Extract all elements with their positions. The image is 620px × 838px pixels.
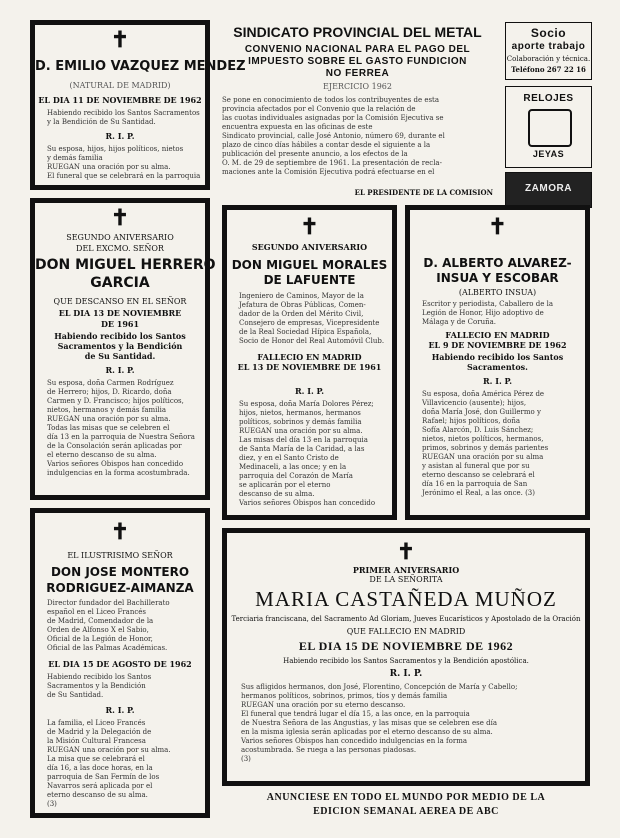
cross-icon: ✝ <box>396 539 416 565</box>
ad-relojes <box>505 86 592 168</box>
obituary-rip: R. I. P. <box>105 705 135 715</box>
obituary-name: D. ALBERTO ALVAREZ- <box>423 256 572 270</box>
obituary-place: QUE FALLECIO EN MADRID <box>346 627 466 636</box>
obituary-sacraments: Habiendo recibido los Santos Sacramentos y la Bendición apostólica. <box>283 657 529 665</box>
footer-line-1: ANUNCIESE EN TODO EL MUNDO POR MEDIO DE LA <box>266 792 546 803</box>
obituary-miguel-morales <box>222 205 397 520</box>
obituary-name: D. EMILIO VAZQUEZ MENDEZ <box>35 59 246 74</box>
ad-subtitle: aporte trabajo <box>511 41 586 52</box>
obituary-date: EL 9 DE NOVIEMBRE DE 1962 <box>428 340 567 350</box>
footer-line-2: EDICION SEMANAL AEREA DE ABC <box>313 806 499 817</box>
obituary-name: DON MIGUEL MORALES <box>231 258 388 272</box>
obituary-surname: RODRIGUEZ-AIMANZA <box>46 581 194 595</box>
ad-title: ZAMORA <box>525 183 572 194</box>
obituary-alberto-insua <box>405 205 590 520</box>
obituary-subline: (ALBERTO INSUA) <box>458 288 537 297</box>
obituary-surname: GARCIA <box>90 275 150 291</box>
obituary-date: EL 13 DE NOVIEMBRE DE 1961 <box>237 362 382 372</box>
obituary-body: Escritor y periodista, Caballero de la Legión de Honor, Hijo adoptivo de Málaga y de Coruña. <box>422 300 554 326</box>
obituary-subline: QUE DESCANSO EN EL SEÑOR <box>53 297 187 306</box>
obituary-body-2: Su esposa, hijos, hijos políticos, nietos y demás familia RUEGAN una oración por su alma. El funeral que se celebrará en la parroquia <box>47 145 201 180</box>
notice-subheader: CONVENIO NACIONAL PARA EL PAGO DEL <box>244 44 471 55</box>
obituary-date: EL DIA 15 DE NOVIEMBRE DE 1962 <box>298 639 514 653</box>
obituary-name: MARIA CASTAÑEDA MUÑOZ <box>255 587 557 611</box>
obituary-title: DE LA SEÑORITA <box>369 575 443 584</box>
obituary-date: EL DIA 15 DE AGOSTO DE 1962 <box>48 659 192 669</box>
notice-header: SINDICATO PROVINCIAL DEL METAL <box>233 24 482 40</box>
ad-zamora <box>505 172 592 208</box>
obituary-place: FALLECIO EN MADRID <box>257 352 362 362</box>
obituary-place: FALLECIO EN MADRID <box>445 330 550 340</box>
obituary-anniversary: SEGUNDO ANIVERSARIO <box>66 233 174 242</box>
obituary-maria-castaneda <box>222 528 590 786</box>
obituary-body-2: Habiendo recibido los Santos Sacramentos y la Bendición de Su Santidad. <box>47 673 152 699</box>
obituary-surname: DE LAFUENTE <box>263 273 356 287</box>
obituary-body-2: Su esposa, doña María Dolores Pérez; hijos, nietos, hermanos, hermanos políticos, sobrinos y demás familia RUEGAN una oración por su alma. Las misas del día 13 en la parroquia de Santa María de la Caridad, a las diez, y en el Santo Cristo de Medinaceli, a las once; y en la parroquia del Corazón de María se aplicarán por el eterno descanso de su alma. Varios señores Obispos han concedido <box>239 400 376 507</box>
ad-title: RELOJES <box>523 93 574 104</box>
obituary-surname: INSUA Y ESCOBAR <box>436 271 559 285</box>
obituary-body: Habiendo recibido los Santos Sacramentos y la Bendición de Su Santidad. <box>47 109 200 126</box>
obituary-rip: R. I. P. <box>105 131 135 141</box>
cross-icon: ✝ <box>110 205 130 231</box>
obituary-body: Director fundador del Bachillerato español en el Liceo Francés de Madrid, Comendador de la Orden de Alfonso X el Sabio, Oficial de la Legión de Honor, Oficial de las Palmas Académicas. <box>47 599 170 652</box>
obituary-miguel-herrero <box>30 198 216 500</box>
obituary-sacraments: Habiendo recibido los Santos <box>54 331 186 341</box>
cross-icon: ✝ <box>488 214 507 240</box>
obituary-rip: R. I. P. <box>482 376 512 386</box>
obituary-body: Sus afligidos hermanos, don José, Florentino, Concepción de María y Cabello; hermanos políticos, sobrinos, primos, tíos y demás familia RUEGAN una oración por su eterno descanso. El funeral que tendrá lugar el día 15, a las once, en la parroquia de Nuestra Señora de las Angustias, y las misas que se celebren ese día en la misma iglesia serán aplicadas por el eterno descanso de su alma. Varios señores Obispos han concedido indulgencias en la forma acostumbrada. Se ruega a las personas piadosas. (3) <box>241 683 518 763</box>
obituary-date: EL DIA 13 DE NOVIEMBRE <box>58 308 182 318</box>
ad-phone: Teléfono 267 22 16 <box>511 65 586 74</box>
obituary-date: EL DIA 11 DE NOVIEMBRE DE 1962 <box>38 95 202 105</box>
obituary-name: DON JOSE MONTERO <box>50 565 190 579</box>
notice-signature: EL PRESIDENTE DE LA COMISION <box>354 188 493 197</box>
obituary-body: Su esposa, doña Carmen Rodríguez de Herrero; hijos, D. Ricardo, doña Carmen y D. Francisco; hijos políticos, nietos, hermanos y demás familia RUEGAN una oración por su alma. Todas las misas que se celebren el día 13 en la parroquia de Nuestra Señora de la Consolación serán aplicadas por el eterno descanso de su alma. Varios señores Obispos han concedido indulgencias en la forma acostumbrada. <box>47 379 195 477</box>
cross-icon: ✝ <box>300 214 319 240</box>
obituary-body-3: La familia, el Liceo Francés de Madrid y la Delegación de la Misión Cultural Francesa RUEGAN una oración por su alma. La misa que se celebrará el día 16, a las doce horas, en la parroquia de San Fermín de los Navarros será aplicada por el eterno descanso de su alma. (3) <box>47 719 171 808</box>
obituary-anniversary: PRIMER ANIVERSARIO <box>352 565 460 575</box>
obituary-body: Ingeniero de Caminos, Mayor de la Jefatura de Obras Públicas, Comen- dador de la Orden del Mérito Civil, Consejero de empresas, Vicepresidente de la Real Sociedad Hípica Española, Socio de Honor del Real Automóvil Club. <box>239 292 385 345</box>
obituary-title: DEL EXCMO. SEÑOR <box>76 244 164 253</box>
obituary-sacraments: Habiendo recibido los Santos <box>431 352 564 362</box>
cross-icon: ✝ <box>110 27 130 53</box>
obituary-title: EL ILUSTRISIMO SEÑOR <box>67 551 173 560</box>
notice-subheader-3: NO FERREA <box>325 68 390 79</box>
ad-brand: JEYAS <box>532 149 565 159</box>
obituary-sacraments-2: Sacramentos. <box>467 362 528 372</box>
obituary-name: DON MIGUEL HERRERO <box>35 257 216 273</box>
obituary-subline: (NATURAL DE MADRID) <box>69 81 171 90</box>
notice-body: Se pone en conocimiento de todos los contribuyentes de esta provincia afectados por el Convenio que la relación de las cuotas individuales asignadas por la Comisión Ejecutiva se encuentra expuesta en las oficinas de este Sindicato provincial, calle José Antonio, número 69, durante el plazo de cinco días hábiles a contar desde el siguiente a la publicación del presente anuncio, a los efectos de la O. M. de 29 de septiembre de 1961. La presentación de recla- maciones ante la Comisión Ejecutiva podrá efectuarse en el <box>222 96 445 176</box>
obituary-rip: R. I. P. <box>105 365 135 375</box>
obituary-rip: R. I. P. <box>389 669 423 679</box>
obituary-year: DE 1961 <box>100 319 140 329</box>
cross-icon: ✝ <box>110 519 130 545</box>
obituary-rip: R. I. P. <box>294 386 324 396</box>
obituary-anniversary: SEGUNDO ANIVERSARIO <box>251 242 368 252</box>
obituary-sacraments-3: de Su Santidad. <box>84 351 156 361</box>
obituary-jose-montero <box>30 508 210 818</box>
obituary-sacraments-2: Sacramentos y la Bendición <box>57 341 183 351</box>
ad-socio <box>505 22 592 80</box>
obituary-emilio-vazquez <box>30 20 246 190</box>
obituary-body-2: Su esposa, doña América Pérez de Villavicencio (ausente); hijos, doña María José, don Guillermo y Rafael; hijos políticos, doña Sofía Alarcón, D. Luis Sánchez; nietos, nietos políticos, hermanos, primos, sobrinos y demás parientes RUEGAN una oración por su alma y asistan al funeral que por su eterno descanso se celebrará el día 16 en la parroquia de San Jerónimo el Real, a las once. (3) <box>422 390 549 497</box>
watch-icon <box>528 109 572 147</box>
obituary-subline: Terciaria franciscana, del Sacramento Ad Gloriam, Jueves Eucarísticos y Apostolado de la Oración <box>231 615 581 623</box>
sindicato-notice <box>220 20 495 200</box>
ad-body: Colaboración y técnica. <box>506 55 591 63</box>
ad-title: Socio <box>530 26 567 40</box>
notice-subheader-2: IMPUESTO SOBRE EL GASTO FUNDICION <box>248 56 467 67</box>
notice-year: EJERCICIO 1962 <box>323 82 392 91</box>
